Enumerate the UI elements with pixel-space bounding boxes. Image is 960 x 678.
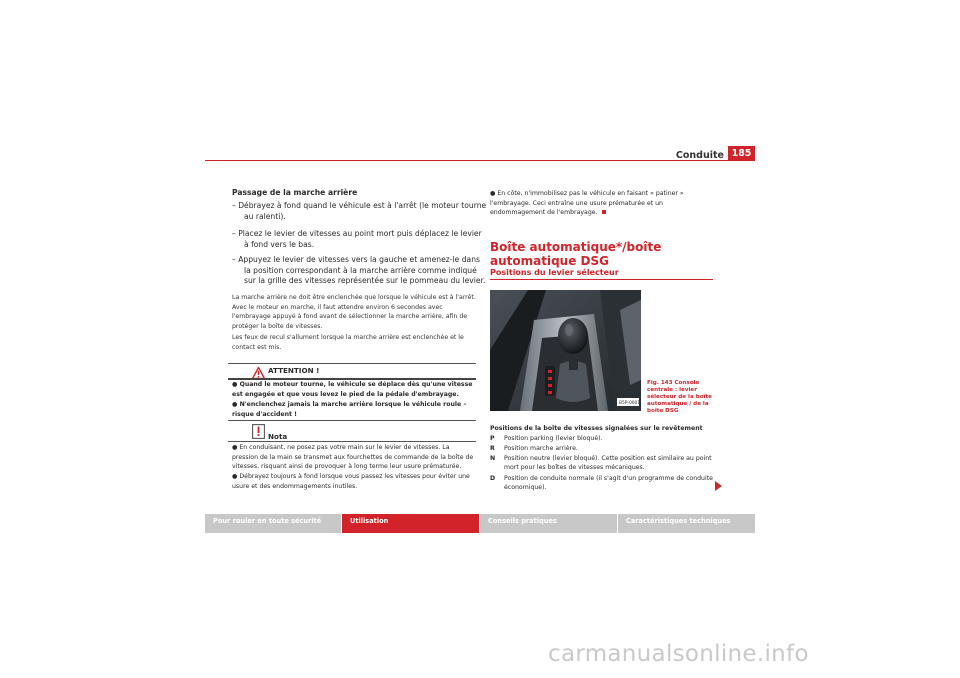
instruction-step: – Appuyez le levier de vitesses vers la gauche et amenez-le dans la position correspondant à la marche arrière comme indiqué sur la grille des vitesses représentée sur le pommeau du levier. — [232, 255, 486, 286]
continue-arrow-icon — [715, 481, 722, 491]
definition-key: P — [490, 435, 495, 442]
definition-key: R — [490, 445, 495, 452]
note-item-text: En conduisant, ne posez pas votre main sur le levier de vitesses. La pression de la main se transmet aux fourchettes de commande de la boîte de vitesses, risquant ainsi de provoquer à long terme leur usure prématurée. — [232, 444, 474, 471]
warning-item: ● Quand le moteur tourne, le véhicule se déplace dès qu'une vitesse est engagée et que vous levez le pied de la pédale d'embrayage. — [232, 381, 473, 398]
clutch-bullet: ● En côte, n'immobilisez pas le véhicule en faisant « patiner » l'embrayage. Ceci entraîne une usure prématurée et un endommagement de l'embrayage. — [490, 190, 684, 217]
section-end-mark — [602, 210, 606, 214]
note-item: ● En conduisant, ne posez pas votre main sur le levier de vitesses. La pression de la main se transmet aux fourchettes de commande de la boîte de vitesses, risquant ainsi de provoquer à long terme leur usure prématurée. — [232, 444, 474, 471]
warning-bottom-rule — [228, 420, 476, 421]
definition-item-p — [490, 434, 718, 443]
definition-item-d — [490, 474, 718, 493]
figure-code: B5P-0001 — [619, 401, 641, 406]
definition-value: Position parking (levier bloqué). — [504, 435, 603, 442]
body-paragraph: La marche arrière ne doit être enclenchée que lorsque le véhicule est à l'arrêt. Avec le moteur en marche, il faut attendre environ 6 secondes avec l'embrayage appuyé à fond avant de sélectionner la marche arrière, afin de protéger la boîte de vitesses. — [232, 294, 476, 330]
note-item: ● Débrayez toujours à fond lorsque vous passez les vitesses pour éviter une usure et des endommagements inutiles. — [232, 473, 470, 490]
note-title-rule — [228, 441, 476, 442]
warning-item: ● N'enclenchez jamais la marche arrière lorsque le véhicule roule – risque d'accident ! — [232, 401, 467, 418]
warning-item-text: N'enclenchez jamais la marche arrière lorsque le véhicule roule – risque d'accident ! — [232, 401, 467, 418]
note-item-text: Débrayez toujours à fond lorsque vous passez les vitesses pour éviter une usure et des endommagements inutiles. — [232, 473, 470, 490]
clutch-bullet-text: En côte, n'immobilisez pas le véhicule en faisant « patiner » l'embrayage. Ceci entraîne une usure prématurée et un endommagement de l'embrayage. — [490, 190, 684, 217]
definition-value: Position marche arrière. — [504, 445, 578, 452]
instruction-step: – Placez le levier de vitesses au point mort puis déplacez le levier à fond vers le bas. — [232, 229, 482, 249]
definition-value: Position de conduite normale (il s'agit d'un programme de conduite économique). — [504, 475, 713, 492]
instruction-step: – Débrayez à fond quand le véhicule est à l'arrêt (le moteur tourne au ralenti). — [232, 201, 487, 221]
tab-operation[interactable]: Utilisation — [342, 514, 479, 533]
definition-item-r — [490, 444, 718, 453]
watermark-text: carmanualsonline.info — [548, 641, 809, 667]
figure-caption: Fig. 143 Console centrale : levier sélecteur de la boîte automatique / de la boîte DSG — [647, 380, 712, 414]
definition-item-n — [490, 454, 718, 473]
subsection-title: Positions du levier sélecteur — [490, 268, 619, 277]
warning-item-text: Quand le moteur tourne, le véhicule se déplace dès qu'une vitesse est engagée et que vous levez le pied de la pédale d'embrayage. — [232, 381, 473, 398]
definition-value: Position neutre (levier bloqué). Cette position est similaire au point mort pour les boîtes de vitesses mécaniques. — [504, 455, 712, 472]
tab-safety[interactable]: Pour rouler en toute sécurité — [205, 514, 341, 533]
page-number: 185 — [728, 146, 755, 161]
section-title: Boîte automatique*/boîte automatique DSG — [490, 240, 662, 268]
subsection-rule — [490, 279, 713, 280]
note-title: Nota — [268, 432, 288, 441]
body-paragraph: Les feux de recul s'allument lorsque la marche arrière est enclenchée et le contact est mis. — [232, 334, 464, 351]
tab-practical-tips[interactable]: Conseils pratiques — [480, 514, 617, 533]
definition-key: D — [490, 475, 496, 482]
definition-key: N — [490, 455, 496, 462]
figure-selector-lever-photo — [490, 290, 641, 411]
positions-list-heading: Positions de la boîte de vitesses signalées sur le revêtement — [490, 425, 703, 432]
tab-technical-data[interactable]: Caractéristiques techniques — [618, 514, 755, 533]
subheading-reverse-gear: Passage de la marche arrière — [232, 188, 358, 197]
header-section-title: Conduite — [675, 150, 724, 161]
warning-top-rule — [228, 363, 476, 364]
warning-title: ATTENTION ! — [268, 366, 320, 375]
